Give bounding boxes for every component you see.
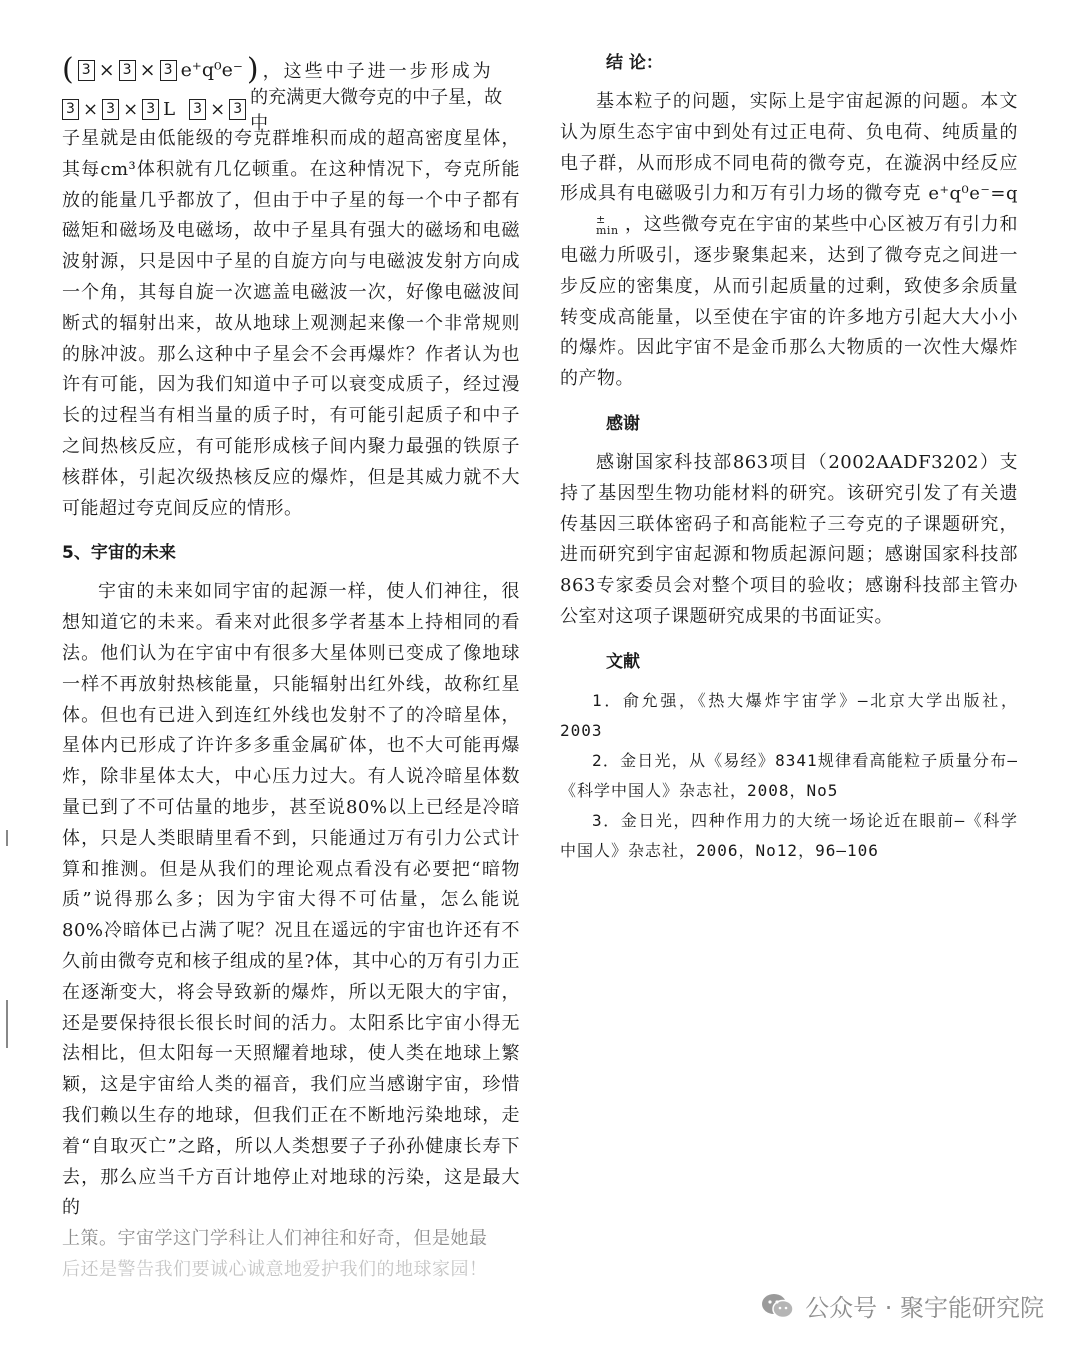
conclusion-formula: e⁺q⁰e⁻=q ± min [596,183,1018,238]
times-sign: × [82,98,99,120]
boxed-digit: 3 [119,60,136,81]
watermark-text: 公众号 · 聚宇能研究院 [805,1294,1044,1322]
scan-edge-mark [6,1000,8,1048]
section-heading-thanks: 感谢 [606,413,640,434]
wechat-icon [761,1292,795,1320]
boxed-digit: 3 [142,99,159,120]
section-heading-references: 文献 [606,651,640,672]
paragraph-conclusion [560,87,1018,395]
open-paren: ( [62,52,74,87]
paragraph-thanks: 感谢国家科技部863项目（2002AADF3202）支持了基因型生物功能材料的研究。该研究引发了有关遗传基因三联体密码子和高能粒子三夸克的子课题研究，进而研究到宇宙起源和物质起源问题；感谢国家科技部863专家委员会对整个项目的验收；感谢科技部主管办公室对这项子课题研究成果的书面证实。 [560,451,1018,627]
formula-tail: e⁺q⁰e⁻ [180,59,243,81]
scan-edge-mark [6,830,8,846]
formula-line-text: ，这些中子进一步形成为 [262,61,494,82]
formula-line-2 [62,87,520,134]
reference-item: 1．俞允强，《热大爆炸宇宙学》—北京大学出版社，2003 [560,690,1018,740]
times-sign: × [139,59,156,81]
paragraph-future-faded: 上策。宇宙学这门学科让人们神往和好奇，但是她最 [62,1228,488,1250]
boxed-digit: 3 [62,99,79,120]
times-sign: × [123,98,139,120]
boxed-digit: 3 [189,99,206,120]
right-column [560,44,1018,866]
reference-item: 3．金日光，四种作用力的大统一场论近在眼前—《科学中国人》杂志社，2006，No12，96—106 [560,810,1018,860]
paragraph-neutron-star: 子星就是由低能级的夸克群堆积而成的超高密度星体，其每cm³体积就有几亿顿重。在这种情况下，夸克所能放的能量几乎都放了，但由于中子星的每一个中子都有磁矩和磁场及电磁场，故中子星具有强大的磁场和电磁波射源，只是因中子星的自旋方向与电磁波发射方向成一个角，其每自旋一次遮盖电磁波一次，好像电磁波间断式的辐射出来，故从地球上观测起来像一个非常规则的脉冲波。那么这种中子星会不会再爆炸？作者认为也许有可能，因为我们知道中子可以衰变成质子，经过漫长的过程当有相当量的质子时，有可能引起质子和中子之间热核反应，有可能形成核子间内聚力最强的铁原子核群体，引起次级热核反应的爆炸，但是其威力就不大可能超过夸克间反应的情形。 [62,128,520,519]
left-column [62,44,520,1286]
formula-line2-text: 的充满更大微夸克的中子星，故中 [250,87,503,134]
reference-item: 2．金日光，从《易经》8341规律看高能粒子质量分布—《科学中国人》杂志社，2008，No5 [560,750,1018,800]
conclusion-text-b: ，这些微夸克在宇宙的某些中心区被万有引力和电磁力所吸引，逐步聚集起来，达到了微夸克之间进一步反应的密集度，从而引起质量的过剩，致使多余质量转变成高能量，以至使在宇宙的许多地方引起大大小小的爆炸。因此宇宙不是金币那么大物质的一次性大爆炸的产物。 [560,214,1018,390]
times-sign: × [98,59,115,81]
boxed-digit: 3 [229,99,246,120]
times-sign: × [210,98,226,120]
letter-l: L [163,98,176,120]
section-heading-future: 5、宇宙的未来 [62,543,176,564]
watermark [761,1288,1044,1323]
conclusion-text-a: 基本粒子的问题，实际上是宇宙起源的问题。本文认为原生态宇宙中到处有过正电荷、负电荷、纯质量的电子群，从而形成不同电荷的微夸克，在漩涡中经反应形成具有电磁吸引力和万有引力场的微夸克 [560,91,1018,205]
close-paren: ) [246,52,259,87]
section-heading-conclusion: 结 论： [606,53,663,73]
paragraph-future: 宇宙的未来如同宇宙的起源一样，使人们神往，很想知道它的未来。看来对此很多学者基本上持相同的看法。他们认为在宇宙中有很多大星体则已变成了像地球一样不再放射热核能量，只能辐射出红外线，故称红星体。但也有已进入到连红外线也发射不了的冷暗星体，星体内已形成了许许多多重金属矿体，也不大可能再爆炸，除非星体太大，中心压力过大。有人说冷暗星体数量已到了不可估量的地步，甚至说80%以上已经是冷暗体，只是人类眼睛里看不到，只能通过万有引力公式计算和推测。但是从我们的理论观点看没有必要把“暗物质”说得那么多；因为宇宙大得不可估量，怎么能说80%冷暗体已占满了呢？况且在遥远的宇宙也许还有不久前由微夸克和核子组成的星?体，其中心的万有引力正在逐渐变大，将会导致新的爆炸，所以无限大的宇宙，还是要保持很长很长时间的活力。太阳系比宇宙小得无法相比，但太阳每一天照耀着地球，使人类在地球上繁颖，这是宇宙给人类的福音，我们应当感谢宇宙，珍惜我们赖以生存的地球，但我们正在不断地污染地球，走着“自取灭亡”之路，所以人类想要子子孙孙健康长寿下去，那么应当千方百计地停止对地球的污染，这是最大的 [62,581,520,1219]
boxed-digit: 3 [160,60,177,81]
paragraph-future-faded-end: 后还是警告我们要诚心诚意地爱护我们的地球家园！ [62,1258,488,1280]
boxed-digit: 3 [102,99,119,120]
boxed-digit: 3 [78,60,95,81]
